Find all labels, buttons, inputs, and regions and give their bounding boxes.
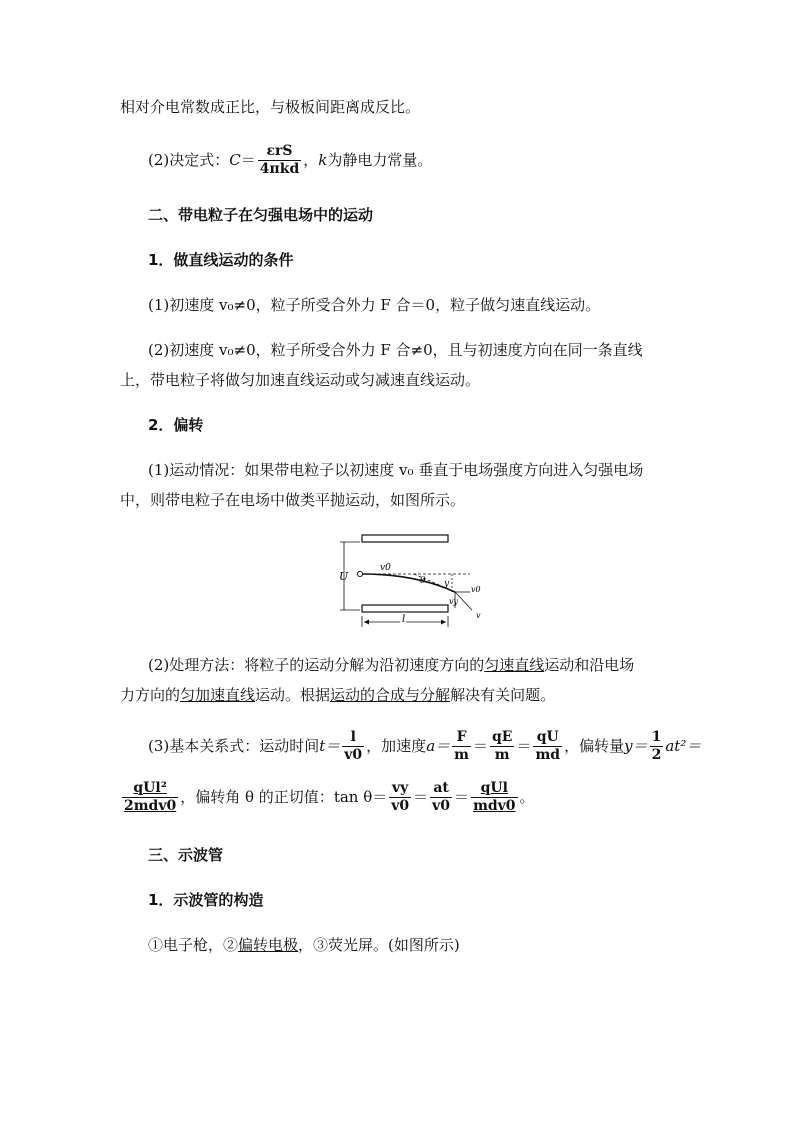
subsection-heading: 1．示波管的构造 (148, 891, 264, 909)
label-vy: vy (449, 597, 459, 606)
equals: ＝ (240, 151, 256, 169)
text-line: (2)处理方法：将粒子的运动分解为沿初速度方向的匀速直线运动和沿电场 (148, 656, 635, 674)
label-theta: θ (420, 576, 426, 586)
text-line: ①电子枪，②偏转电极，③荧光屏。(如图所示) (148, 936, 460, 954)
capacitance-formula (148, 140, 432, 180)
underlined-term: 匀速直线 (484, 656, 545, 674)
deflection-figure (330, 530, 500, 630)
subsection-heading: 2．偏转 (148, 416, 204, 434)
numerator: εrS (258, 143, 301, 161)
text: 为静电力常量。 (327, 151, 433, 169)
top-plate (362, 535, 448, 542)
comma: ， (303, 151, 319, 169)
text-line: 相对介电常数成正比，与极板间距离成反比。 (120, 98, 421, 116)
label-U: U (339, 570, 349, 583)
underlined-term: 运动的合成与分解 (330, 686, 451, 704)
section-heading: 二、带电粒子在匀强电场中的运动 (148, 206, 374, 224)
var-C: C (229, 151, 241, 169)
label-v: v (476, 611, 481, 620)
trajectory (362, 574, 455, 592)
underlined-term: 偏转电极 (238, 936, 299, 954)
var-k: k (318, 151, 328, 169)
basic-relations: (3)基本关系式：运动时间 t＝ $\frac{l}{v0}$ ，加速度 a＝ $\frac{F}{m}$ ＝ $\frac{qE}{m}$ ＝ $\frac{qU}{md}$ ，偏转量 y＝ $\frac{1}{2}$ at²＝ (148, 728, 702, 763)
label-v0-exit: v0 (471, 585, 481, 594)
text-line: (1)初速度 v₀≠0，粒子所受合外力 F 合＝0，粒子做匀速直线运动。 (148, 296, 601, 314)
label-l: l (402, 614, 406, 625)
text-line: (2)初速度 v₀≠0，粒子所受合外力 F 合≠0，且与初速度方向在同一条直线 (148, 341, 643, 359)
bottom-plate (362, 605, 448, 612)
text-line: 力方向的匀加速直线运动。根据运动的合成与分解解决有关问题。 (120, 686, 556, 704)
tan-relation: $\frac{\text{qUl²}}{\text{2mdv0}}$ ，偏转角 θ 的正切值： tan θ＝ $\frac{vy}{v0}$ ＝ $\frac{at}{v0}$ ＝ $\frac{\text{qUl}}{\text{mdv0}}$ 。 (124, 779, 535, 814)
label-v0: v0 (380, 563, 391, 573)
fraction (258, 143, 301, 178)
label-y: y (444, 579, 450, 589)
section-heading: 三、示波管 (148, 846, 224, 864)
underlined-term: 匀加速直线 (180, 686, 256, 704)
text-line: 上，带电粒子将做匀加速直线运动或匀减速直线运动。 (120, 371, 481, 389)
subsection-heading: 1．做直线运动的条件 (148, 251, 294, 269)
text-line: (1)运动情况：如果带电粒子以初速度 v₀ 垂直于电场强度方向进入匀强电场 (148, 461, 644, 479)
label: (2)决定式： (148, 151, 230, 169)
text-line: 中，则带电粒子在电场中做类平抛运动，如图所示。 (120, 491, 466, 509)
denominator: 4πkd (259, 160, 300, 177)
